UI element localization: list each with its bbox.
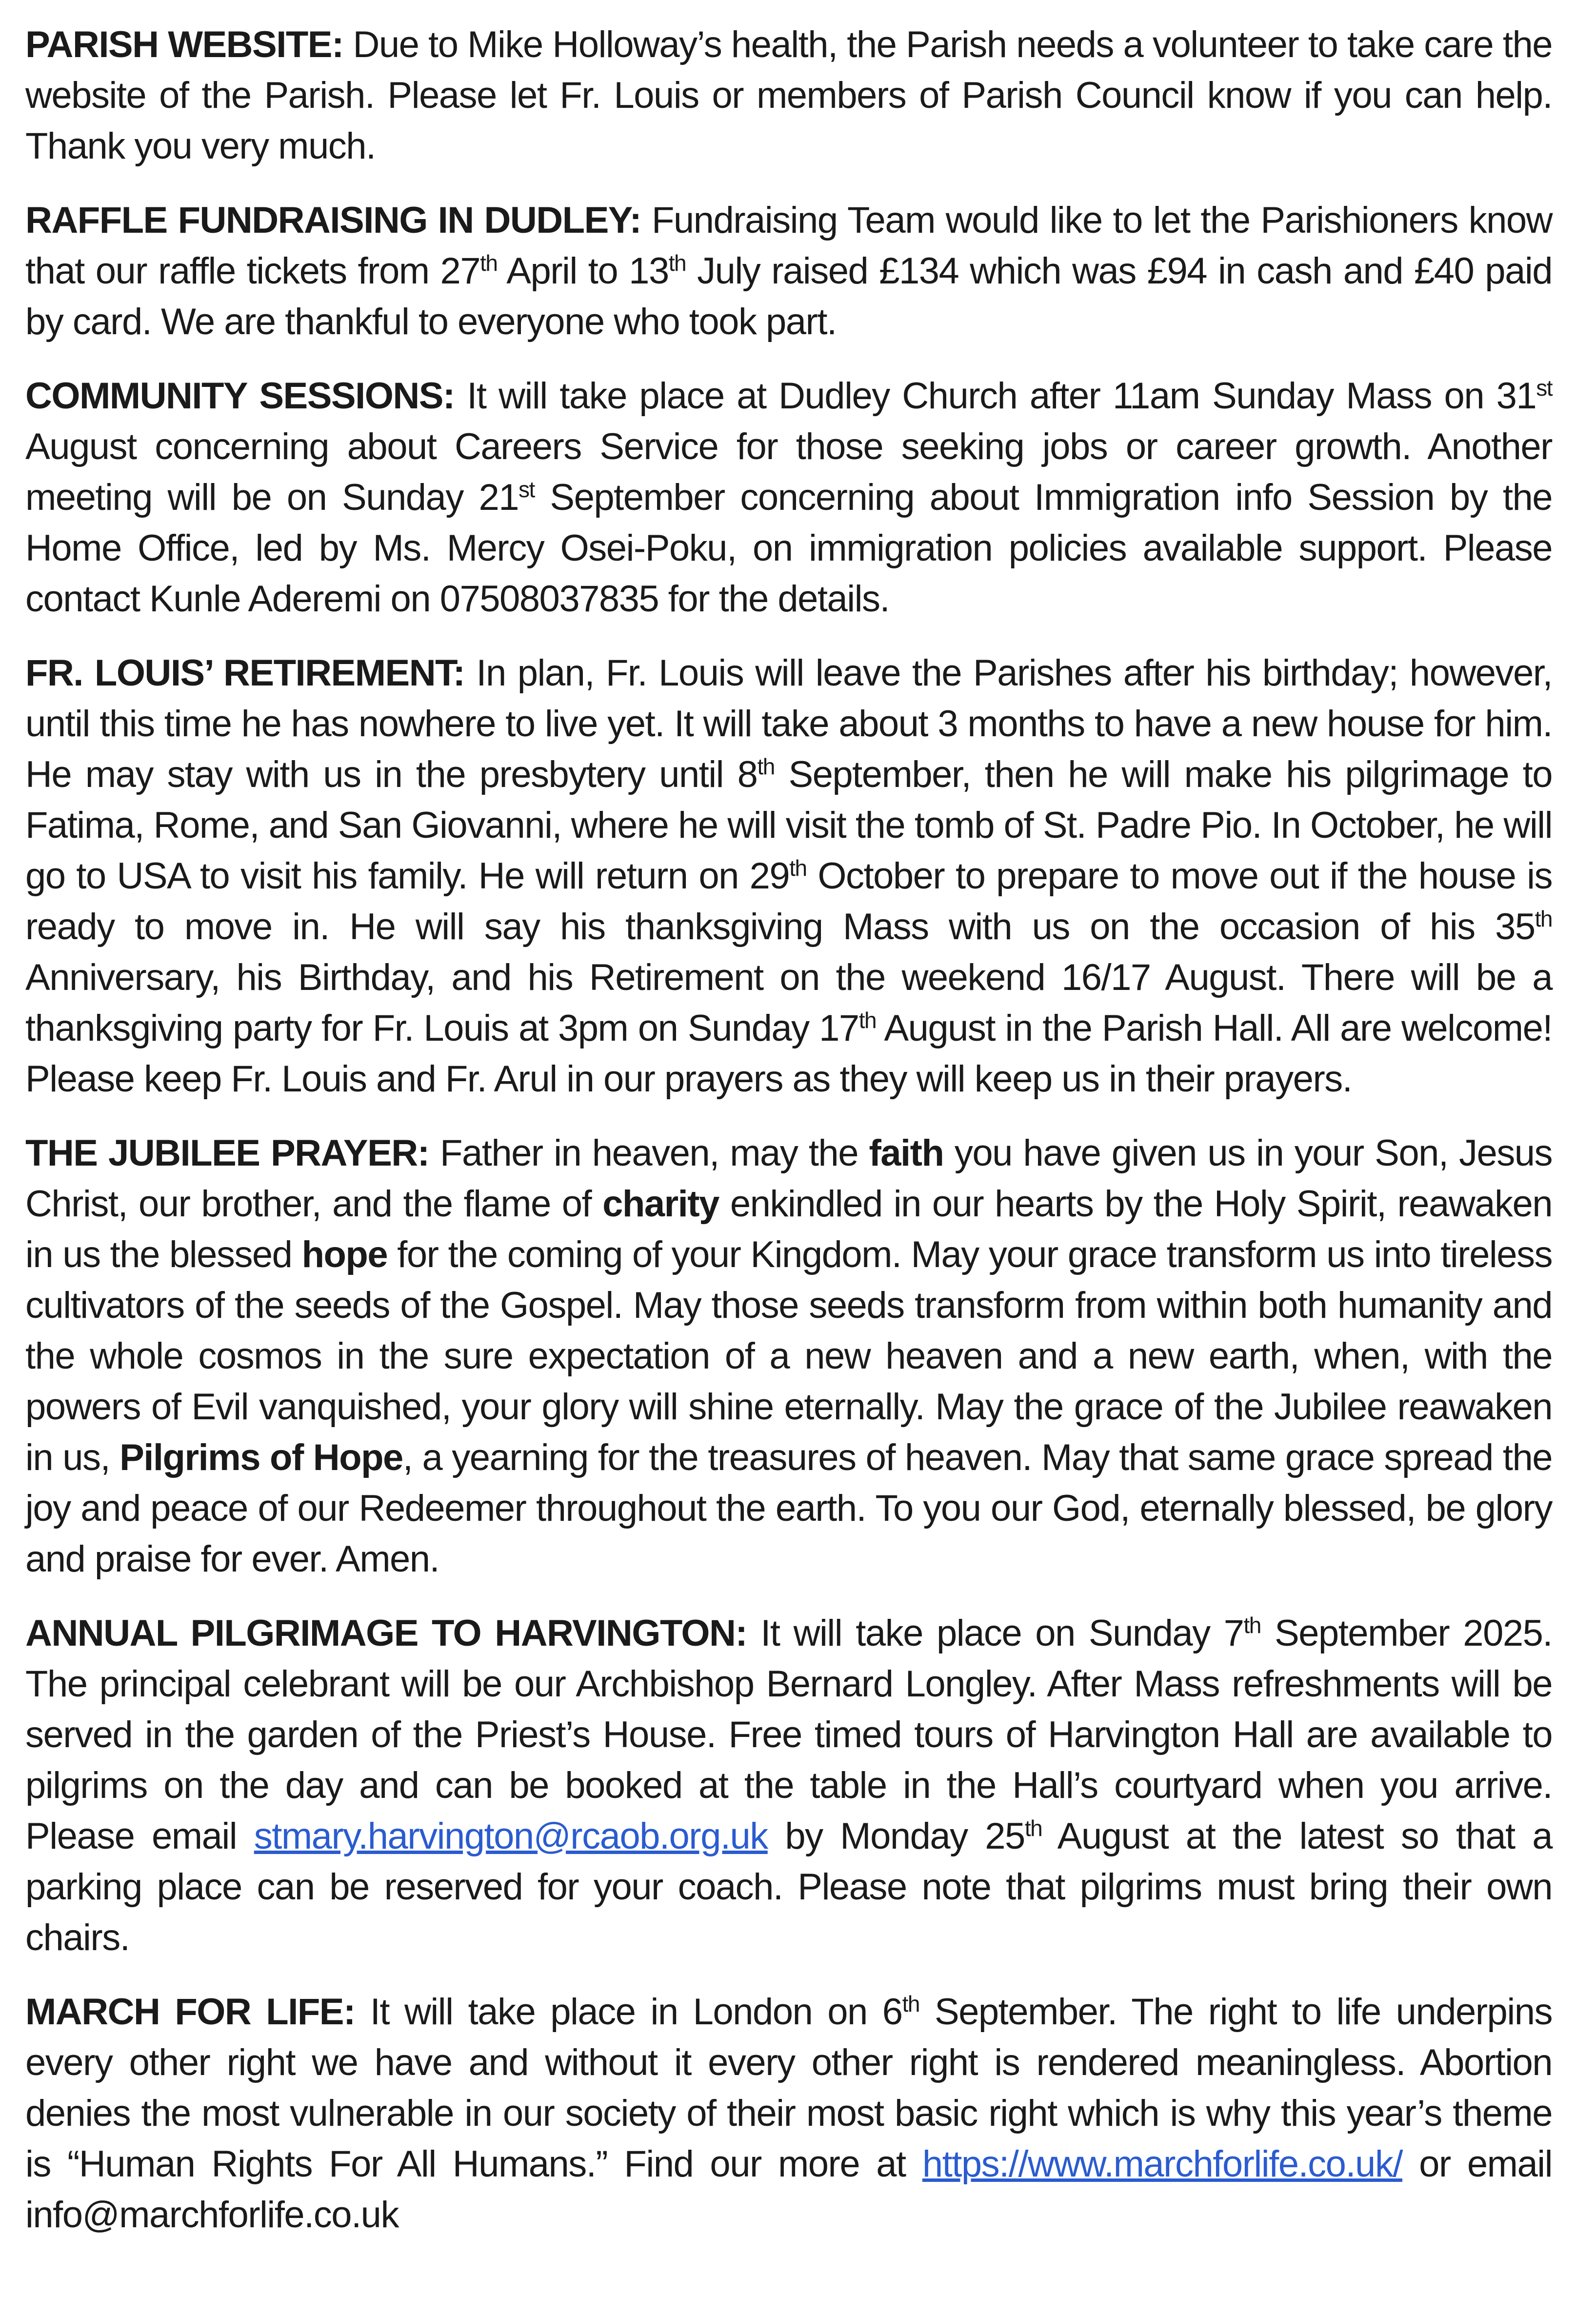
notice-heading: FR. LOUIS’ RETIREMENT:	[25, 652, 465, 694]
notice-text: or email info@marchforlife.co.uk	[25, 2143, 1553, 2236]
notice-text: August in the Parish Hall. All are welcome! Please keep Fr. Louis and Fr. Arul in our prayers as they will keep us in their prayers.	[25, 1008, 1552, 1100]
ordinal-suffix: th	[902, 1991, 919, 2016]
notice-text: enkindled in our hearts by the Holy Spirit, reawaken in us the blessed	[25, 1183, 1552, 1275]
notice-text: It will take place at Dudley Church after 11am Sunday Mass on 31	[467, 375, 1536, 417]
ordinal-suffix: th	[1024, 1815, 1042, 1841]
ordinal-suffix: th	[858, 1008, 877, 1033]
ordinal-suffix: th	[668, 250, 686, 276]
notice-text: April to 13	[497, 250, 669, 292]
notice-jubilee-prayer	[25, 1128, 1552, 1585]
harvington-email-link[interactable]: stmary.harvington@rcaob.org.uk	[254, 1815, 768, 1857]
notice-text: by Monday 25	[767, 1815, 1025, 1857]
emphasis-hope: hope	[301, 1234, 388, 1275]
notice-body: Due to Mike Holloway’s health, the Parish needs a volunteer to take care the website of the Parish. Please let Fr. Louis or members of Parish Council know if you can help. Thank you very much.	[25, 24, 1552, 167]
notice-text: September, then he will make his pilgrimage to Fatima, Rome, and San Giovanni, where he will visit the tomb of St. Padre Pio. In October, he will go to USA to visit his family. He will return on 29	[25, 754, 1552, 897]
notice-text: September. The right to life underpins every other right we have and without it every other right is rendered meaningless. Abortion denies the most vulnerable in our society of their most basic right which is why this year’s theme is “Human Rights For All Humans.” Find our more at	[25, 1991, 1552, 2185]
ordinal-suffix: th	[480, 250, 498, 276]
notice-march-for-life	[25, 1987, 1552, 2240]
notice-heading: THE JUBILEE PRAYER:	[25, 1132, 429, 1174]
ordinal-suffix: st	[1536, 375, 1552, 401]
emphasis-pilgrims-of-hope: Pilgrims of Hope	[120, 1437, 403, 1478]
notice-text: for the coming of your Kingdom. May your grace transform us into tireless cultivators of the seeds of the Gospel. May those seeds transform from within both humanity and the whole cosmos in the sure expectation of a new heaven and a new earth, when, with the powers of Evil vanquished, your glory will shine eternally. May the grace of the Jubilee reawaken in us,	[25, 1234, 1552, 1478]
notice-text: It will take place in London on 6	[370, 1991, 902, 2033]
notice-harvington-pilgrimage	[25, 1608, 1552, 1963]
notice-text: August at the latest so that a parking place can be reserved for your coach. Please note that pilgrims must bring their own chairs.	[25, 1815, 1552, 1958]
notice-heading: MARCH FOR LIFE:	[25, 1991, 355, 2033]
notice-community-sessions	[25, 371, 1552, 625]
notice-text: October to prepare to move out if the house is ready to move in. He will say his thanksgiving Mass with us on the occasion of his 35	[25, 855, 1552, 947]
ordinal-suffix: th	[1243, 1613, 1261, 1638]
notice-heading: ANNUAL PILGRIMAGE TO HARVINGTON:	[25, 1613, 747, 1654]
emphasis-faith: faith	[869, 1132, 944, 1174]
notice-text: Anniversary, his Birthday, and his Retirement on the weekend 16/17 August. There will be a thanksgiving party for Fr. Louis at 3pm on Sunday 17	[25, 957, 1552, 1049]
notice-text: you have given us in your Son, Jesus Christ, our brother, and the flame of	[25, 1132, 1553, 1225]
notice-text: July raised £134 which was £94 in cash and £40 paid by card. We are thankful to everyone who took part.	[25, 250, 1552, 343]
notice-text: September 2025. The principal celebrant will be our Archbishop Bernard Longley. After Mass refreshments will be served in the garden of the Priest’s House. Free timed tours of Harvington Hall are available to pilgrims on the day and can be booked at the table in the Hall’s courtyard when you arrive. Please email	[25, 1613, 1552, 1857]
notice-text: , a yearning for the treasures of heaven. May that same grace spread the joy and peace of our Redeemer throughout the earth. To you our God, eternally blessed, be glory and praise for ever. Amen.	[25, 1437, 1552, 1580]
notice-fr-louis-retirement	[25, 648, 1552, 1105]
ordinal-suffix: th	[1535, 906, 1552, 931]
ordinal-suffix: th	[789, 855, 807, 881]
notice-text: September concerning about Immigration info Session by the Home Office, led by Ms. Mercy Osei-Poku, on immigration policies available support. Please contact Kunle Aderemi on 07508037835 for the details.	[25, 477, 1552, 620]
notice-text: Father in heaven, may the	[440, 1132, 869, 1174]
notice-raffle-fundraising	[25, 195, 1552, 347]
notice-text: It will take place on Sunday 7	[760, 1613, 1244, 1654]
notice-heading: RAFFLE FUNDRAISING IN DUDLEY:	[25, 200, 641, 241]
parish-notices-page	[25, 20, 1552, 2264]
ordinal-suffix: th	[757, 754, 775, 779]
march-for-life-website-link[interactable]: https://www.marchforlife.co.uk/	[922, 2143, 1402, 2185]
notice-text: Fundraising Team would like to let the Parishioners know that our raffle tickets from 27	[25, 200, 1552, 292]
notice-heading: COMMUNITY SESSIONS:	[25, 375, 455, 417]
notice-text: August concerning about Careers Service for those seeking jobs or career growth. Another meeting will be on Sunday 21	[25, 426, 1552, 518]
notice-heading: PARISH WEBSITE:	[25, 24, 343, 65]
emphasis-charity: charity	[602, 1183, 719, 1225]
ordinal-suffix: st	[519, 477, 535, 502]
notice-parish-website	[25, 20, 1552, 172]
notice-text: In plan, Fr. Louis will leave the Parishes after his birthday; however, until this time he has nowhere to live yet. It will take about 3 months to have a new house for him. He may stay with us in the presbytery until 8	[25, 652, 1552, 795]
